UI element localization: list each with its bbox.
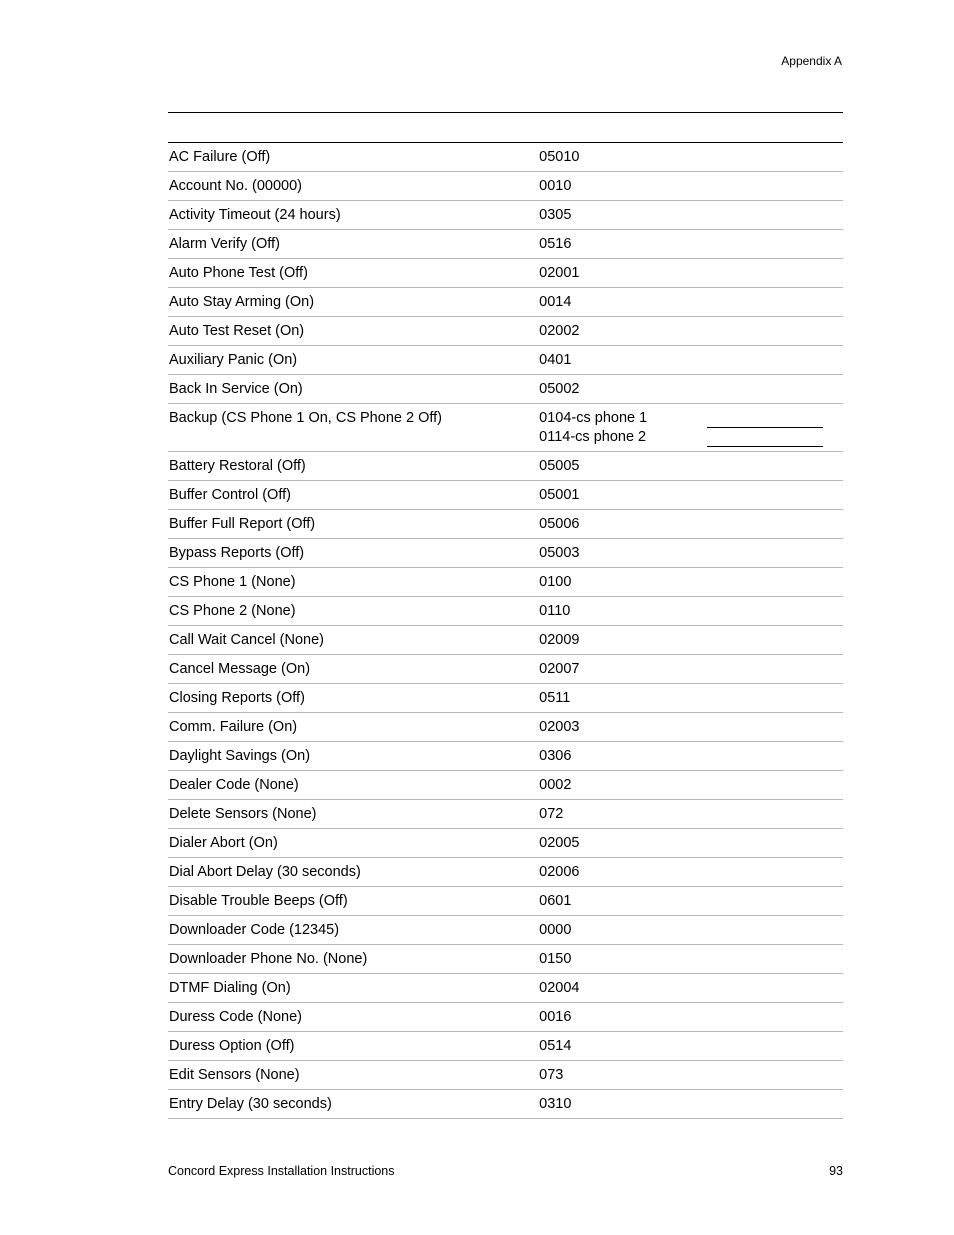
table-row bbox=[168, 481, 843, 510]
feature-name: Bypass Reports (Off) bbox=[168, 539, 539, 568]
table-row bbox=[168, 829, 843, 858]
table-row bbox=[168, 945, 843, 974]
table-row bbox=[168, 143, 843, 172]
feature-code: 02003 bbox=[539, 713, 843, 742]
table-row bbox=[168, 1003, 843, 1032]
feature-code: 05010 bbox=[539, 143, 843, 172]
header-rule bbox=[168, 112, 843, 113]
table-row bbox=[168, 375, 843, 404]
table-row bbox=[168, 346, 843, 375]
table-row bbox=[168, 1090, 843, 1119]
feature-name: Backup (CS Phone 1 On, CS Phone 2 Off) bbox=[168, 404, 539, 452]
feature-code: 0000 bbox=[539, 916, 843, 945]
feature-code: 05002 bbox=[539, 375, 843, 404]
feature-name: Auto Stay Arming (On) bbox=[168, 288, 539, 317]
table-row bbox=[168, 887, 843, 916]
table-row bbox=[168, 317, 843, 346]
feature-name: Cancel Message (On) bbox=[168, 655, 539, 684]
table-row bbox=[168, 259, 843, 288]
table-row bbox=[168, 1032, 843, 1061]
feature-name: Buffer Full Report (Off) bbox=[168, 510, 539, 539]
table-row bbox=[168, 713, 843, 742]
document-title-footer: Concord Express Installation Instructions bbox=[168, 1164, 395, 1178]
feature-name: Auxiliary Panic (On) bbox=[168, 346, 539, 375]
feature-code: 073 bbox=[539, 1061, 843, 1090]
table-row bbox=[168, 626, 843, 655]
feature-code: 05003 bbox=[539, 539, 843, 568]
table-row bbox=[168, 742, 843, 771]
feature-name: Daylight Savings (On) bbox=[168, 742, 539, 771]
feature-name: Alarm Verify (Off) bbox=[168, 230, 539, 259]
feature-name: Call Wait Cancel (None) bbox=[168, 626, 539, 655]
feature-name: Duress Option (Off) bbox=[168, 1032, 539, 1061]
feature-code: 02007 bbox=[539, 655, 843, 684]
feature-name: Comm. Failure (On) bbox=[168, 713, 539, 742]
feature-code: 0104-cs phone 1 bbox=[539, 410, 648, 426]
table-row bbox=[168, 858, 843, 887]
feature-name: Edit Sensors (None) bbox=[168, 1061, 539, 1090]
page-number: 93 bbox=[829, 1164, 843, 1178]
table-row bbox=[168, 597, 843, 626]
feature-code: 0306 bbox=[539, 742, 843, 771]
table-row bbox=[168, 539, 843, 568]
feature-code: 072 bbox=[539, 800, 843, 829]
feature-code: 02002 bbox=[539, 317, 843, 346]
table-row bbox=[168, 974, 843, 1003]
feature-code: 0002 bbox=[539, 771, 843, 800]
table-row bbox=[168, 1061, 843, 1090]
page-section-header: Appendix A bbox=[781, 54, 842, 68]
feature-code: 02001 bbox=[539, 259, 843, 288]
feature-name: Auto Test Reset (On) bbox=[168, 317, 539, 346]
feature-name: CS Phone 2 (None) bbox=[168, 597, 539, 626]
feature-code: 05001 bbox=[539, 481, 843, 510]
feature-name: CS Phone 1 (None) bbox=[168, 568, 539, 597]
fill-in-blank bbox=[707, 431, 823, 447]
feature-code: 0516 bbox=[539, 230, 843, 259]
table-row bbox=[168, 771, 843, 800]
feature-code: 0114-cs phone 2 bbox=[539, 429, 647, 445]
feature-name: Dialer Abort (On) bbox=[168, 829, 539, 858]
table-row bbox=[168, 452, 843, 481]
feature-code: 02006 bbox=[539, 858, 843, 887]
feature-code: 02004 bbox=[539, 974, 843, 1003]
feature-name: Battery Restoral (Off) bbox=[168, 452, 539, 481]
feature-code: 0016 bbox=[539, 1003, 843, 1032]
feature-name: Dealer Code (None) bbox=[168, 771, 539, 800]
table-row bbox=[168, 684, 843, 713]
feature-code: 0110 bbox=[539, 597, 843, 626]
feature-code: 02009 bbox=[539, 626, 843, 655]
table-row bbox=[168, 800, 843, 829]
feature-code: 05005 bbox=[539, 452, 843, 481]
feature-code: 0305 bbox=[539, 201, 843, 230]
feature-name: Downloader Phone No. (None) bbox=[168, 945, 539, 974]
code-line bbox=[539, 428, 843, 447]
feature-name: Closing Reports (Off) bbox=[168, 684, 539, 713]
feature-name: Back In Service (On) bbox=[168, 375, 539, 404]
table-row bbox=[168, 510, 843, 539]
feature-name: Buffer Control (Off) bbox=[168, 481, 539, 510]
feature-code: 0601 bbox=[539, 887, 843, 916]
feature-name: Auto Phone Test (Off) bbox=[168, 259, 539, 288]
feature-name: Dial Abort Delay (30 seconds) bbox=[168, 858, 539, 887]
table-row bbox=[168, 916, 843, 945]
feature-code: 02005 bbox=[539, 829, 843, 858]
feature-code: 0014 bbox=[539, 288, 843, 317]
feature-code: 05006 bbox=[539, 510, 843, 539]
feature-name: Entry Delay (30 seconds) bbox=[168, 1090, 539, 1119]
table-row bbox=[168, 172, 843, 201]
feature-code: 0310 bbox=[539, 1090, 843, 1119]
feature-code-group bbox=[539, 404, 843, 452]
fill-in-blank bbox=[707, 412, 823, 428]
feature-code: 0401 bbox=[539, 346, 843, 375]
table-row bbox=[168, 288, 843, 317]
feature-name: AC Failure (Off) bbox=[168, 143, 539, 172]
table-row bbox=[168, 404, 843, 452]
feature-code-table bbox=[168, 142, 843, 1119]
feature-code: 0150 bbox=[539, 945, 843, 974]
feature-name: Activity Timeout (24 hours) bbox=[168, 201, 539, 230]
feature-name: Duress Code (None) bbox=[168, 1003, 539, 1032]
table-row bbox=[168, 201, 843, 230]
feature-code: 0514 bbox=[539, 1032, 843, 1061]
table-row bbox=[168, 655, 843, 684]
feature-name: Disable Trouble Beeps (Off) bbox=[168, 887, 539, 916]
table-row bbox=[168, 568, 843, 597]
feature-name: DTMF Dialing (On) bbox=[168, 974, 539, 1003]
feature-code: 0100 bbox=[539, 568, 843, 597]
feature-name: Delete Sensors (None) bbox=[168, 800, 539, 829]
table-row bbox=[168, 230, 843, 259]
feature-code: 0010 bbox=[539, 172, 843, 201]
feature-name: Account No. (00000) bbox=[168, 172, 539, 201]
feature-name: Downloader Code (12345) bbox=[168, 916, 539, 945]
code-line bbox=[539, 409, 843, 428]
feature-code: 0511 bbox=[539, 684, 843, 713]
